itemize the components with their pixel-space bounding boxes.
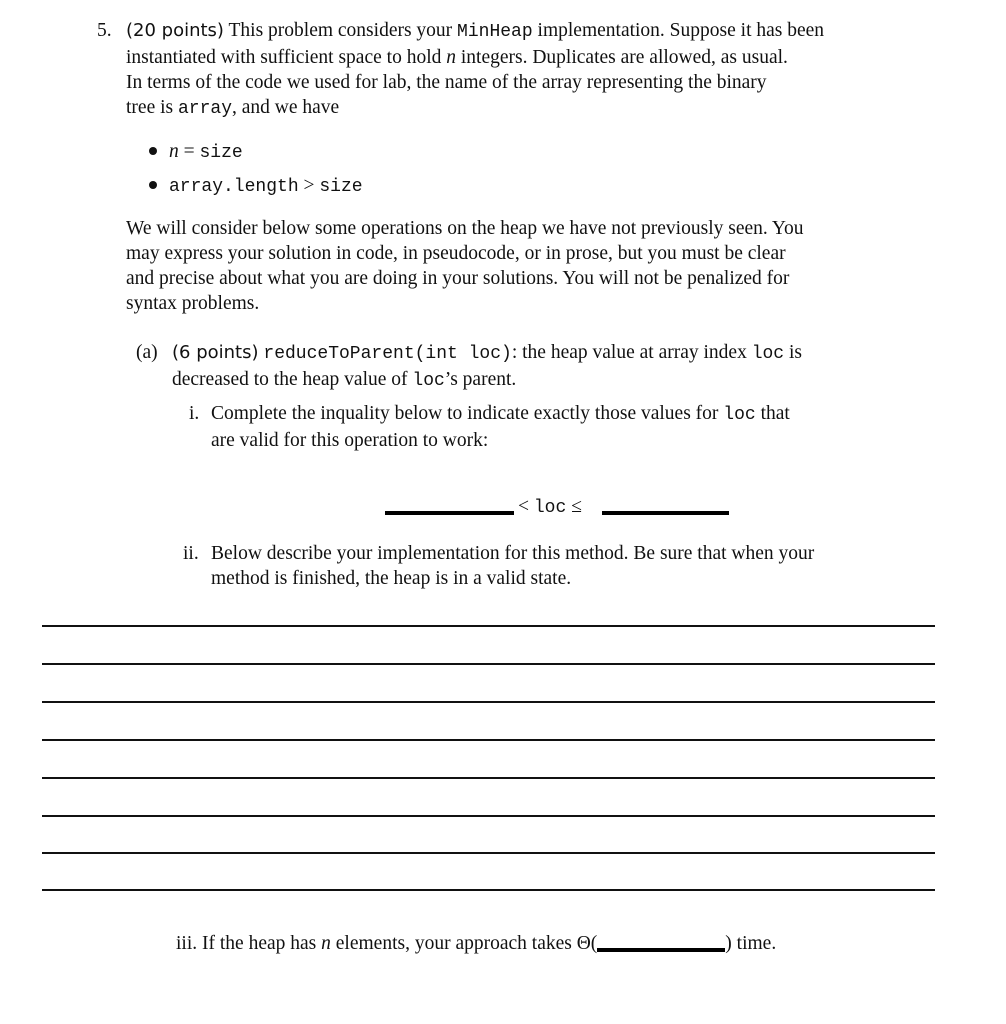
sub-i-label: i. xyxy=(189,403,200,424)
inequality-text: < loc ≤ xyxy=(518,496,582,518)
instructions-paragraph: We will consider below some operations on the heap we have not previously seen. You may express your solution in code, in pseudocode, or in prose, but you must be clear and precise about what you are doing in your solutions. You will not be penalized for syntax problems. xyxy=(126,218,804,314)
bullet-dot xyxy=(149,147,157,155)
intro-line-3: In terms of the code we used for lab, the name of the array representing the binary xyxy=(126,72,767,93)
complexity-blank[interactable] xyxy=(597,948,725,952)
lower-bound-blank[interactable] xyxy=(385,511,514,515)
question-intro xyxy=(126,18,906,122)
answer-line[interactable] xyxy=(42,815,935,817)
answer-line[interactable] xyxy=(42,852,935,854)
upper-bound-blank[interactable] xyxy=(602,511,729,515)
sub-iii-label: iii. xyxy=(176,933,198,954)
bullet-item-n-size: n = size xyxy=(149,139,243,166)
answer-line[interactable] xyxy=(42,889,935,891)
sub-ii-question: Below describe your implementation for this method. Be sure that when your method is finished, the heap is in a valid state. xyxy=(211,543,815,589)
question-number: 5. xyxy=(97,20,112,41)
intro-line-1: (20 points) This problem considers your MinHeap implementation. Suppose it has been xyxy=(126,20,825,42)
array-code: array xyxy=(177,99,232,119)
answer-line[interactable] xyxy=(42,701,935,703)
part-a-description: (6 points) reduceToParent(int loc): the heap value at array index loc is decreased to the heap value of loc’s parent. xyxy=(172,342,802,391)
part-a-label: (a) xyxy=(136,342,158,363)
minheap-code: MinHeap xyxy=(457,22,533,42)
sub-i-question: Complete the inquality below to indicate exactly those values for loc that are valid for this operation to work: xyxy=(211,403,790,451)
answer-line[interactable] xyxy=(42,625,935,627)
answer-line[interactable] xyxy=(42,663,935,665)
answer-line[interactable] xyxy=(42,777,935,779)
intro-line-4: tree is array, and we have xyxy=(126,97,340,119)
sub-ii-label: ii. xyxy=(183,543,199,564)
bullet-dot xyxy=(149,181,157,189)
question-points: (20 points) xyxy=(126,20,224,41)
part-a-points: (6 points) xyxy=(172,342,259,363)
intro-line-2: instantiated with sufficient space to hold n integers. Duplicates are allowed, as usual. xyxy=(126,47,788,68)
method-signature: reduceToParent(int loc) xyxy=(263,344,512,364)
sub-iii-question: iii. If the heap has n elements, your approach takes Θ( ) time. xyxy=(176,933,777,954)
bullet-item-array-length: array.length > size xyxy=(149,173,363,200)
answer-line[interactable] xyxy=(42,739,935,741)
